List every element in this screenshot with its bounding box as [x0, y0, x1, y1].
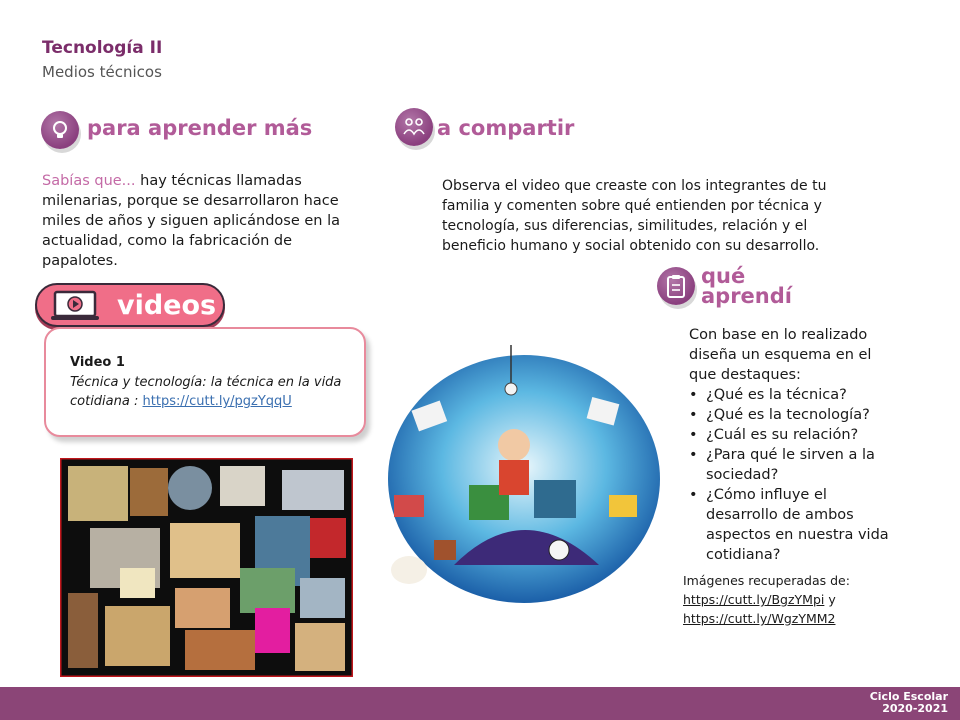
aprendi-list: [689, 385, 889, 565]
list-item: • ¿Qué es la técnica?: [689, 385, 889, 405]
video-card: [44, 327, 366, 437]
sabias-que-body: hay técnicas llamadas milenarias, porque se desarrollaron hace miles de años y siguen aplicándose en la actualidad, como la fabricación de papalotes.: [42, 173, 340, 269]
credits-conjunction: y: [824, 592, 836, 607]
video-play-icon: [51, 289, 109, 321]
techniques-collage-image: [60, 458, 353, 677]
list-item: • ¿Cómo influye el desarrollo de ambos aspectos en nuestra vida cotidiana?: [689, 485, 889, 565]
section-title-compartir: a compartir: [437, 116, 575, 140]
videos-banner: [35, 283, 225, 327]
section-title-aprendi-line2: aprendí: [701, 284, 792, 308]
aprendi-text: [689, 325, 889, 565]
video-title: Técnica y tecnología: la técnica en la vida cotidiana: [70, 375, 342, 409]
footer-bar: [0, 687, 960, 720]
clipboard-icon: [657, 267, 695, 305]
aprendi-intro: Con base en lo realizado diseña un esquema en el que destaques:: [689, 327, 872, 383]
videos-label: videos: [117, 289, 217, 321]
document-title: Tecnología II: [42, 38, 163, 58]
credits-label: Imágenes recuperadas de:: [683, 573, 850, 588]
video-link[interactable]: https://cutt.ly/pgzYqqU: [142, 394, 292, 409]
school-year: [870, 691, 948, 715]
section-title-aprendi: [701, 266, 792, 306]
school-year-value: 2020-2021: [882, 702, 948, 715]
credit-link-2[interactable]: https://cutt.ly/WgzYMM2: [683, 611, 836, 626]
image-credits: [683, 571, 903, 628]
video-description: [70, 373, 360, 411]
sabias-que-text: [42, 171, 362, 271]
credit-link-1[interactable]: https://cutt.ly/BgzYMpi: [683, 592, 825, 607]
list-item: • ¿Para qué le sirven a la sociedad?: [689, 445, 889, 485]
compartir-text: Observa el video que creaste con los integrantes de tu familia y comenten sobre qué entienden por técnica y tecnología, sus diferencias, similitudes, relación y el beneficio humano y social obtenido con su desarrollo.: [442, 178, 827, 254]
video-separator: :: [129, 394, 143, 409]
school-year-label: Ciclo Escolar: [869, 690, 948, 703]
list-item: • ¿Qué es la tecnología?: [689, 405, 889, 425]
technology-circle-illustration: [374, 345, 662, 605]
list-item: • ¿Cuál es su relación?: [689, 425, 889, 445]
video-number: Video 1: [70, 355, 125, 370]
section-title-aprendi-line1: qué: [701, 264, 746, 288]
section-title-aprender: para aprender más: [87, 116, 313, 140]
people-share-icon: [395, 108, 433, 146]
sabias-que-lead: Sabías que...: [42, 173, 136, 189]
lightbulb-icon: [41, 111, 79, 149]
document-subtitle: Medios técnicos: [42, 63, 162, 81]
